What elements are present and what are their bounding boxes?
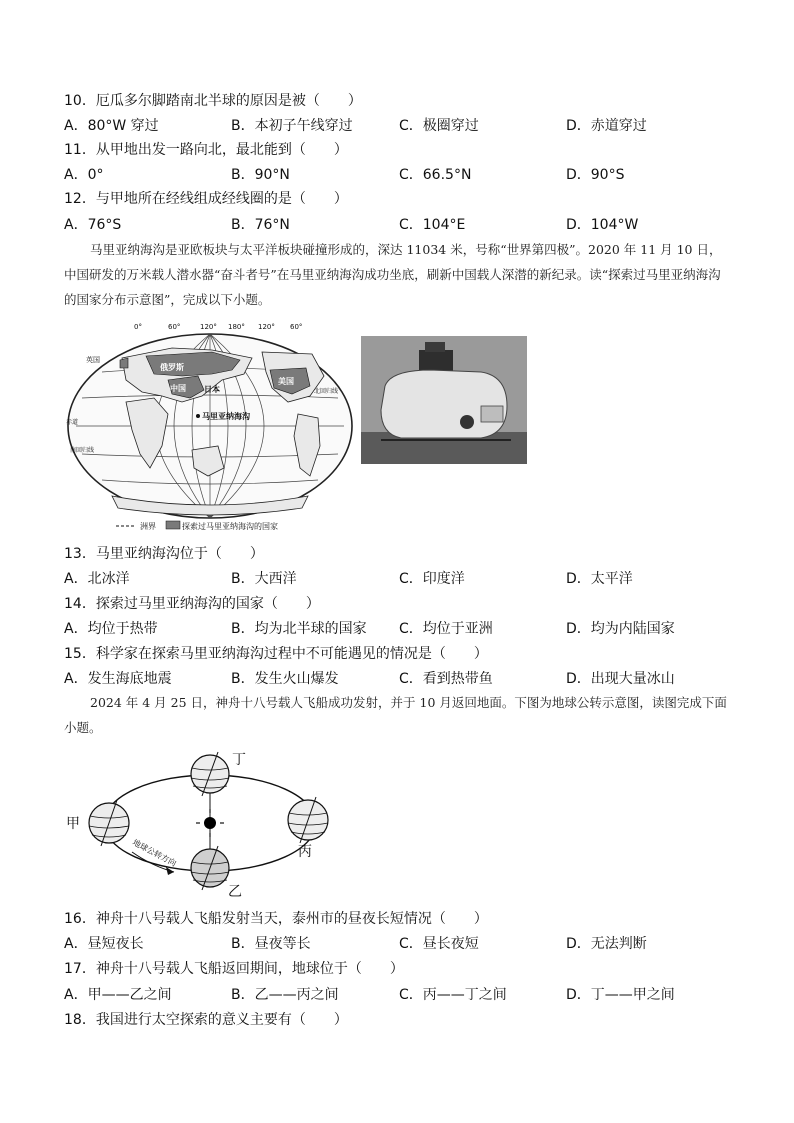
orbit-direction-label: 地球公转方向 [131, 837, 178, 869]
q17-option-c: C．丙——丁之间 [399, 987, 507, 1003]
sun-icon [204, 817, 216, 829]
q11-option-b: B．90°N [231, 167, 290, 183]
map-label-tropic-capricorn: 南回归线 [70, 447, 95, 454]
label-ding: 丁 [232, 752, 246, 768]
map-lon-label-5: 60° [290, 323, 303, 331]
q17-option-a: A．甲——乙之间 [64, 987, 172, 1003]
map-label-japan: 日本 [204, 385, 220, 394]
q11-option-c: C．66.5°N [399, 167, 472, 183]
passage-mariana: 马里亚纳海沟是亚欧板块与太平洋板块碰撞形成的，深达 11034 米，号称“世界第四极”。2020 年 11 月 10 日，中国研发的万米载人潜水器“奋斗者号”在马里亚纳海沟成功坐底，刷新中国载人深潜的新纪录。读“探索过马里亚纳海沟的国家分布示意图”，完成以下小题。 [64, 242, 722, 307]
question-14-stem: 14．探索过马里亚纳海沟的国家（ ） [64, 596, 320, 612]
map-label-usa: 美国 [278, 377, 294, 386]
q14-option-c: C．均位于亚洲 [399, 621, 493, 637]
legend-country-swatch [166, 521, 180, 529]
map-lon-label-0: 0° [134, 323, 142, 331]
map-lon-label-1: 60° [168, 323, 181, 331]
q11-option-a: A．0° [64, 167, 104, 183]
q15-option-b: B．发生火山爆发 [231, 671, 339, 687]
map-label-russia: 俄罗斯 [160, 363, 184, 372]
map-label-equator: 赤道 [66, 419, 79, 426]
mariana-trench-marker [196, 414, 200, 418]
legend-country-label: 探索过马里亚纳海沟的国家 [182, 522, 278, 531]
q16-option-d: D．无法判断 [566, 936, 647, 952]
label-yi: 乙 [228, 884, 242, 900]
map-label-tropic-cancer: 北回归线 [314, 388, 339, 395]
q14-option-a: A．均位于热带 [64, 621, 158, 637]
map-label-china: 中国 [170, 384, 186, 393]
q13-option-d: D．太平洋 [566, 571, 633, 587]
q14-option-d: D．均为内陆国家 [566, 621, 675, 637]
q15-option-c: C．看到热带鱼 [399, 671, 493, 687]
q12-option-a: A．76°S [64, 217, 122, 233]
q16-option-b: B．昼夜等长 [231, 936, 311, 952]
q17-option-d: D．丁——甲之间 [566, 987, 675, 1003]
question-16-stem: 16．神舟十八号载人飞船发射当天，泰州市的昼夜长短情况（ ） [64, 911, 488, 927]
q10-option-a: A．80°W 穿过 [64, 118, 159, 134]
question-17-stem: 17．神舟十八号载人飞船返回期间，地球位于（ ） [64, 961, 404, 977]
q10-option-c: C．极圈穿过 [399, 118, 479, 134]
earth-ding-icon [191, 752, 229, 796]
question-11-stem: 11．从甲地出发一路向北，最北能到（ ） [64, 142, 348, 158]
q13-option-c: C．印度洋 [399, 571, 465, 587]
map-label-mariana: 马里亚纳海沟 [202, 412, 250, 421]
q10-option-d: D．赤道穿过 [566, 118, 647, 134]
question-10-stem: 10．厄瓜多尔脚踏南北半球的原因是被（ ） [64, 93, 362, 109]
question-15-stem: 15．科学家在探索马里亚纳海沟过程中不可能遇见的情况是（ ） [64, 646, 488, 662]
q16-option-a: A．昼短夜长 [64, 936, 144, 952]
label-jia: 甲 [66, 816, 80, 832]
label-bing: 丙 [298, 844, 312, 860]
q13-option-b: B．大西洋 [231, 571, 297, 587]
q11-option-d: D．90°S [566, 167, 625, 183]
earth-bing-icon [288, 797, 328, 843]
map-lon-label-3: 180° [228, 323, 245, 331]
passage-shenzhou: 2024 年 4 月 25 日，神舟十八号载人飞船成功发射，并于 10 月返回地面。下图为地球公转示意图，读图完成下面小题。 [64, 695, 727, 735]
earth-yi-icon [191, 846, 229, 890]
question-13-stem: 13．马里亚纳海沟位于（ ） [64, 546, 264, 562]
q13-option-a: A．北冰洋 [64, 571, 130, 587]
submersible-photo [361, 336, 527, 464]
earth-orbit-diagram [62, 744, 352, 900]
q12-option-c: C．104°E [399, 217, 466, 233]
map-lon-label-4: 120° [258, 323, 275, 331]
map-lon-label-2: 120° [200, 323, 217, 331]
q14-option-b: B．均为北半球的国家 [231, 621, 367, 637]
q15-option-d: D．出现大量冰山 [566, 671, 675, 687]
question-12-stem: 12．与甲地所在经线组成经线圈的是（ ） [64, 191, 348, 207]
q10-option-b: B．本初子午线穿过 [231, 118, 353, 134]
q16-option-c: C．昼长夜短 [399, 936, 479, 952]
q12-option-b: B．76°N [231, 217, 290, 233]
earth-jia-icon [89, 800, 129, 846]
q12-option-d: D．104°W [566, 217, 639, 233]
map-label-uk: 英国 [86, 356, 100, 364]
question-18-stem: 18．我国进行太空探索的意义主要有（ ） [64, 1012, 348, 1028]
q17-option-b: B．乙——丙之间 [231, 987, 339, 1003]
legend-boundary-label: 洲界 [140, 522, 156, 531]
q15-option-a: A．发生海底地震 [64, 671, 172, 687]
world-map-figure [62, 318, 358, 532]
